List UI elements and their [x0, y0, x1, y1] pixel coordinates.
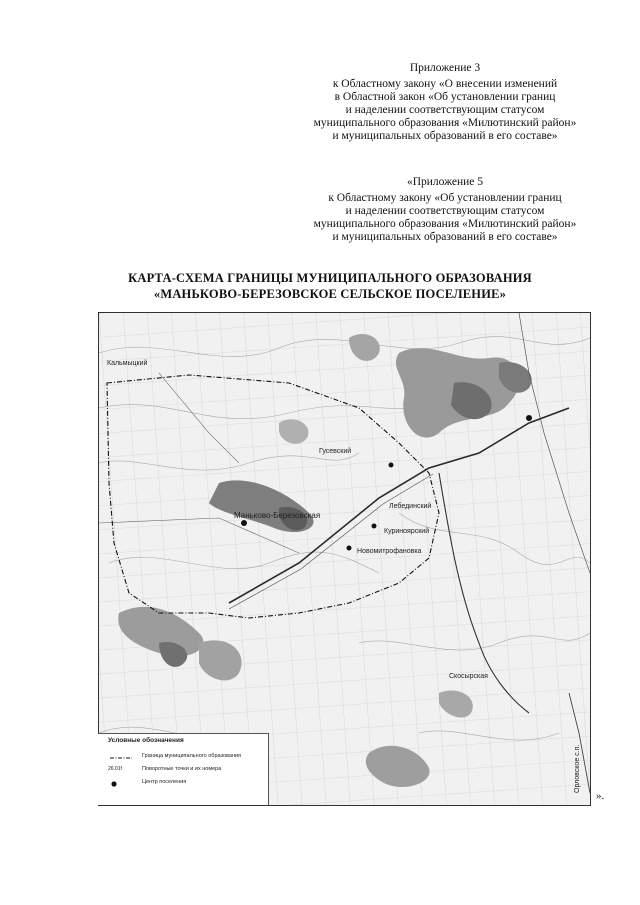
document-title-line-1: КАРТА-СХЕМА ГРАНИЦЫ МУНИЦИПАЛЬНОГО ОБРАЗОВАНИЯ	[128, 271, 532, 285]
legend-title: Условные обозначения	[108, 737, 184, 744]
settlement-center-dot	[372, 524, 377, 529]
map-label-skosyrskaya: Скосырская	[449, 673, 488, 680]
legend-item-turning-points	[102, 766, 264, 775]
appendix-3-line: и наделении соответствующим статусом	[345, 104, 545, 116]
appendix-5-line: и наделении соответствующим статусом	[345, 205, 545, 217]
appendix-5-line: к Областному закону «Об установлении границ	[328, 192, 562, 204]
map-label-kurinoyarsky: Куриноярский	[384, 528, 430, 535]
map-legend	[98, 733, 269, 805]
document-title	[60, 270, 600, 302]
map-label-gusevsky: Гусевский	[319, 448, 352, 455]
boundary-map	[98, 312, 591, 806]
settlement-dot-icon	[110, 781, 132, 787]
map-label-lebedinsky: Лебединский	[389, 503, 432, 510]
appendix-5-line: муниципального образования «Милютинский район»	[313, 218, 577, 230]
map-label-kalmytsky: Кальмыцкий	[107, 360, 148, 367]
turning-point-code: 26.01f	[108, 766, 122, 772]
settlement-center-dot	[389, 463, 394, 468]
settlement-center-dot	[347, 546, 352, 551]
closing-quote-mark: ».	[596, 790, 605, 802]
legend-item-label: Граница муниципального образования	[142, 753, 242, 759]
appendix-3-line: к Областному закону «О внесении изменений	[332, 78, 558, 90]
appendix-3-line: и муниципальных образований в его составе»	[332, 130, 558, 142]
map-label-novomitrofanovka: Новомитрофановка	[357, 548, 422, 555]
map-canvas	[99, 313, 590, 805]
legend-item-label: Центр поселения	[142, 779, 187, 785]
legend-item-settlement-center	[102, 779, 264, 788]
map-label-orlovskoe: Орловское с.п.	[574, 744, 581, 793]
appendix-3-block	[290, 62, 600, 143]
boundary-line-icon	[110, 755, 132, 761]
settlement-center-dot	[241, 520, 247, 526]
map-label-mankovo-berezovskaya: Маньково-Березовская	[234, 511, 321, 520]
appendix-5-block	[290, 176, 600, 244]
settlement-center-dot	[526, 415, 532, 421]
appendix-3-line: в Областной закон «Об установлении границ	[334, 91, 556, 103]
document-title-line-2: «МАНЬКОВО-БЕРЕЗОВСКОЕ СЕЛЬСКОЕ ПОСЕЛЕНИЕ»	[153, 287, 507, 301]
appendix-3-line: муниципального образования «Милютинский район»	[313, 117, 577, 129]
appendix-3-heading: Приложение 3	[409, 62, 481, 74]
appendix-5-heading: «Приложение 5	[406, 176, 484, 188]
legend-item-label: Поворотные точки и их номера	[142, 766, 222, 772]
legend-item-boundary	[102, 753, 264, 762]
appendix-5-line: и муниципальных образований в его составе»	[332, 231, 558, 243]
